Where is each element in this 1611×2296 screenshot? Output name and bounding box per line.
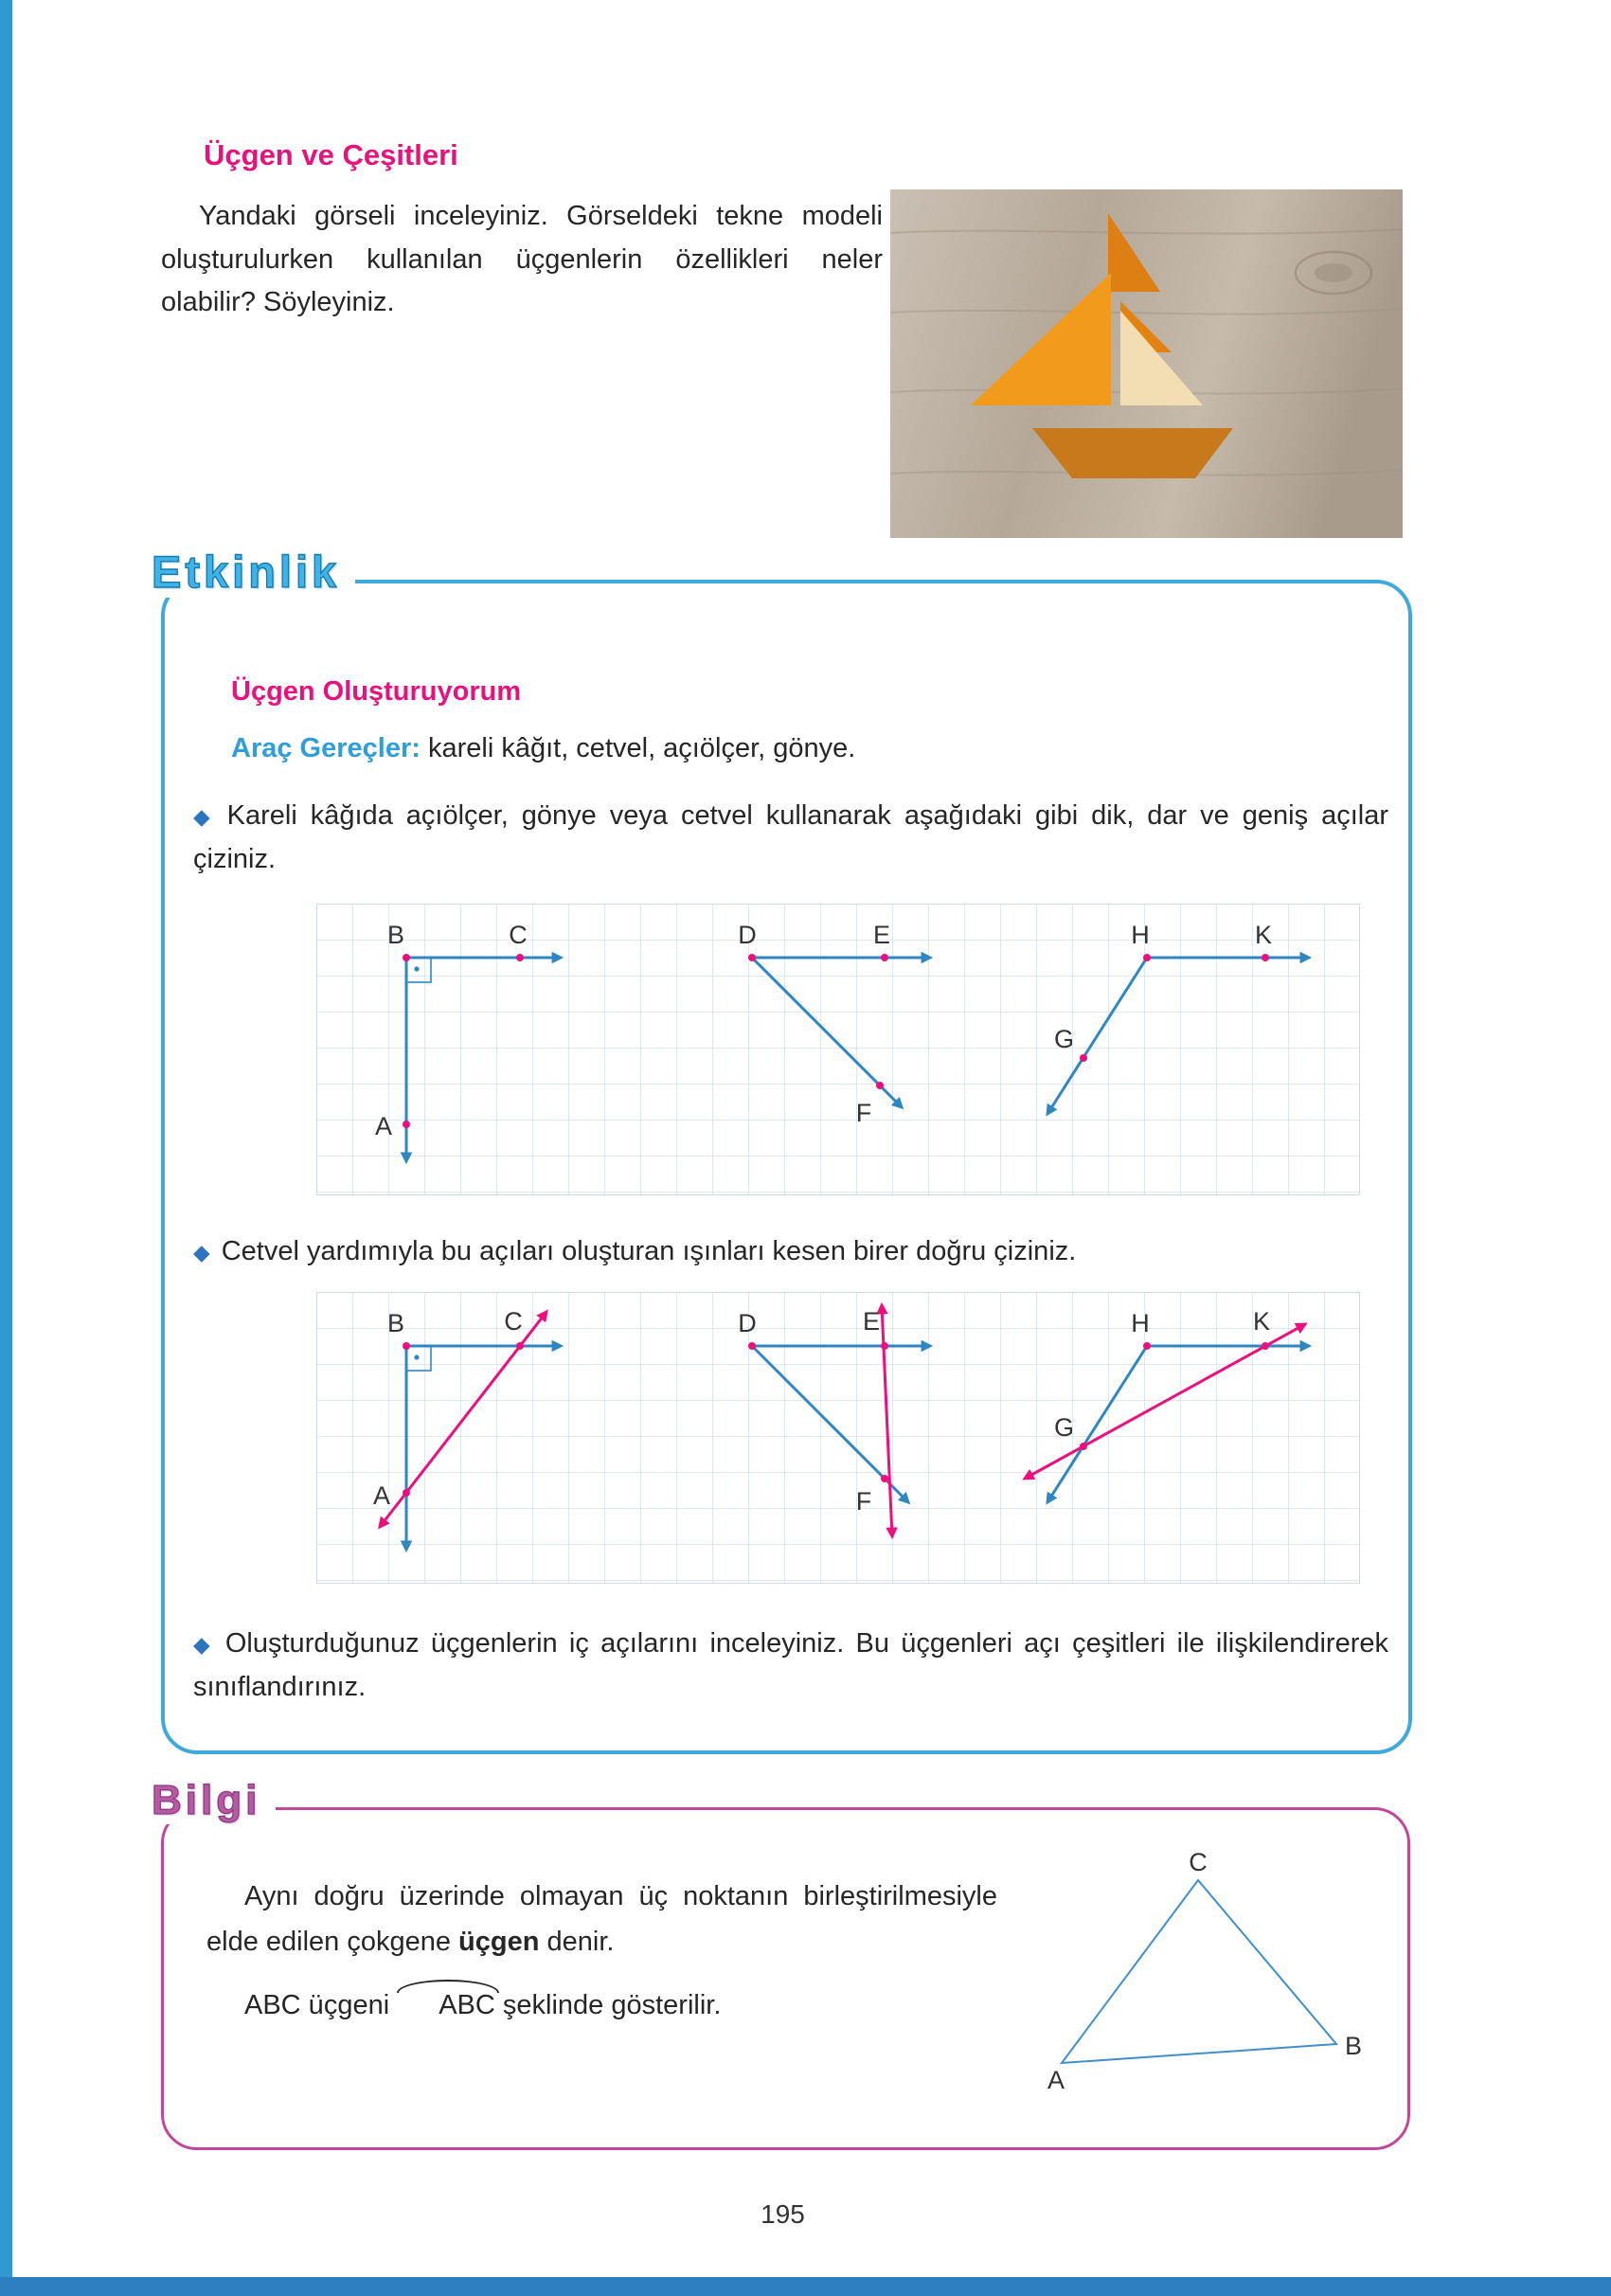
point-k bbox=[1262, 954, 1269, 961]
point-a bbox=[403, 1489, 410, 1497]
diamond-bullet-icon: ◆ bbox=[193, 1632, 214, 1657]
diamond-bullet-icon: ◆ bbox=[193, 1240, 210, 1265]
point-d bbox=[748, 954, 756, 961]
point-b bbox=[403, 1342, 410, 1350]
materials-text: kareli kâğıt, cetvel, açıölçer, gönye. bbox=[427, 733, 856, 763]
bullet-1-text: Kareli kâğıda açıölçer, gönye veya cetvel kullanarak aşağıdaki gibi dik, dar ve geniş açılar çiziniz. bbox=[193, 800, 1388, 875]
bullet-item-3 bbox=[193, 1622, 1388, 1710]
vertex-label-b: B bbox=[386, 1309, 405, 1337]
point-f bbox=[876, 1082, 884, 1089]
point-e bbox=[881, 954, 888, 961]
intro-section bbox=[161, 138, 883, 325]
vertex-label-h: H bbox=[1131, 1309, 1150, 1337]
point-h bbox=[1143, 1342, 1151, 1350]
vertex-label-g: G bbox=[1053, 1025, 1074, 1053]
page-number: 195 bbox=[761, 2199, 805, 2229]
definition-term: üçgen bbox=[458, 1926, 540, 1957]
angles-figure-1 bbox=[316, 904, 1360, 1200]
triangle-notation bbox=[206, 1990, 721, 2021]
tangram-boat-image bbox=[890, 189, 1403, 538]
abc-triangle bbox=[1045, 1850, 1386, 2106]
grid-lines bbox=[317, 905, 1360, 1195]
bullet-2-text: Cetvel yardımıyla bu açıları oluşturan ışınları kesen birer doğru çiziniz. bbox=[221, 1236, 1077, 1266]
vertex-label-a: A bbox=[372, 1481, 390, 1510]
point-c bbox=[516, 1342, 524, 1350]
point-a bbox=[403, 1121, 410, 1128]
bullet-item-2 bbox=[193, 1229, 1388, 1273]
point-c bbox=[516, 954, 524, 961]
left-edge-bar bbox=[0, 0, 12, 2296]
diamond-bullet-icon: ◆ bbox=[193, 804, 216, 829]
activity-heading: Üçgen Oluşturuyorum bbox=[231, 676, 522, 707]
triangle-label-c: C bbox=[1189, 1850, 1208, 1876]
right-angle-dot bbox=[414, 1354, 419, 1359]
angles-grid-1 bbox=[316, 904, 1360, 1195]
point-f bbox=[881, 1475, 888, 1482]
abc-arc-notation: ABC bbox=[401, 1990, 495, 2021]
etkinlik-box bbox=[161, 580, 1412, 1754]
intro-paragraph: Yandaki görseli inceleyiniz. Görseldeki tekne modeli oluşturulurken kullanılan üçgenlerin özellikleri neler olabilir? Söyleyiniz. bbox=[161, 201, 883, 318]
definition-pre: Aynı doğru üzerinde olmayan üç noktanın birleştirilmesiyle elde edilen çokgene bbox=[206, 1881, 997, 1957]
right-angle-dot bbox=[414, 966, 419, 971]
vertex-label-c: C bbox=[504, 1307, 523, 1336]
bullet-3-text: Oluşturduğunuz üçgenlerin iç açılarını inceleyiniz. Bu üçgenleri açı çeşitleri ile ilişkilendirerek sınıflandırınız. bbox=[193, 1628, 1388, 1703]
notation-post: şeklinde gösterilir. bbox=[494, 1990, 722, 2020]
triangle-label-a: A bbox=[1047, 2066, 1065, 2094]
point-e bbox=[881, 1342, 888, 1350]
bilgi-box bbox=[161, 1807, 1410, 2150]
point-h bbox=[1143, 954, 1151, 961]
tangram-boat-illustration bbox=[890, 189, 1403, 538]
bottom-edge-bar bbox=[0, 2277, 1611, 2296]
angles-grid-2 bbox=[316, 1292, 1360, 1584]
vertex-label-h: H bbox=[1131, 921, 1150, 949]
triangle-outline bbox=[1062, 1880, 1336, 2063]
grid-lines bbox=[317, 1293, 1360, 1584]
angles-figure-2 bbox=[316, 1292, 1360, 1588]
point-g bbox=[1080, 1054, 1087, 1062]
triangle-label-b: B bbox=[1344, 2032, 1363, 2060]
vertex-label-c: C bbox=[509, 921, 528, 949]
vertex-label-a: A bbox=[374, 1112, 392, 1140]
vertex-label-d: D bbox=[738, 921, 757, 949]
bullet-item-1 bbox=[193, 794, 1388, 882]
wood-knot-core bbox=[1315, 263, 1352, 282]
vertex-label-e: E bbox=[872, 921, 891, 949]
point-k bbox=[1262, 1342, 1269, 1350]
vertex-label-e: E bbox=[862, 1307, 881, 1336]
point-g bbox=[1080, 1443, 1087, 1450]
definition-post: denir. bbox=[539, 1926, 615, 1957]
vertex-label-k: K bbox=[1252, 1307, 1271, 1336]
vertex-label-d: D bbox=[738, 1309, 757, 1337]
etkinlik-logo: Etkinlik bbox=[148, 546, 355, 598]
bilgi-logo: Bilgi bbox=[148, 1777, 276, 1824]
vertex-label-b: B bbox=[386, 921, 405, 949]
vertex-label-g: G bbox=[1053, 1413, 1074, 1442]
triangle-figure bbox=[1045, 1850, 1386, 2110]
section-title: Üçgen ve Çeşitleri bbox=[204, 138, 458, 171]
triangle-definition bbox=[206, 1874, 997, 1965]
materials-label: Araç Gereçler: bbox=[231, 733, 421, 763]
point-b bbox=[403, 954, 410, 961]
vertex-label-k: K bbox=[1254, 921, 1273, 949]
materials-line bbox=[231, 733, 855, 764]
notation-pre: ABC üçgeni bbox=[244, 1990, 398, 2020]
point-d bbox=[748, 1342, 756, 1350]
vertex-label-f: F bbox=[855, 1099, 872, 1127]
vertex-label-f: F bbox=[855, 1487, 872, 1516]
